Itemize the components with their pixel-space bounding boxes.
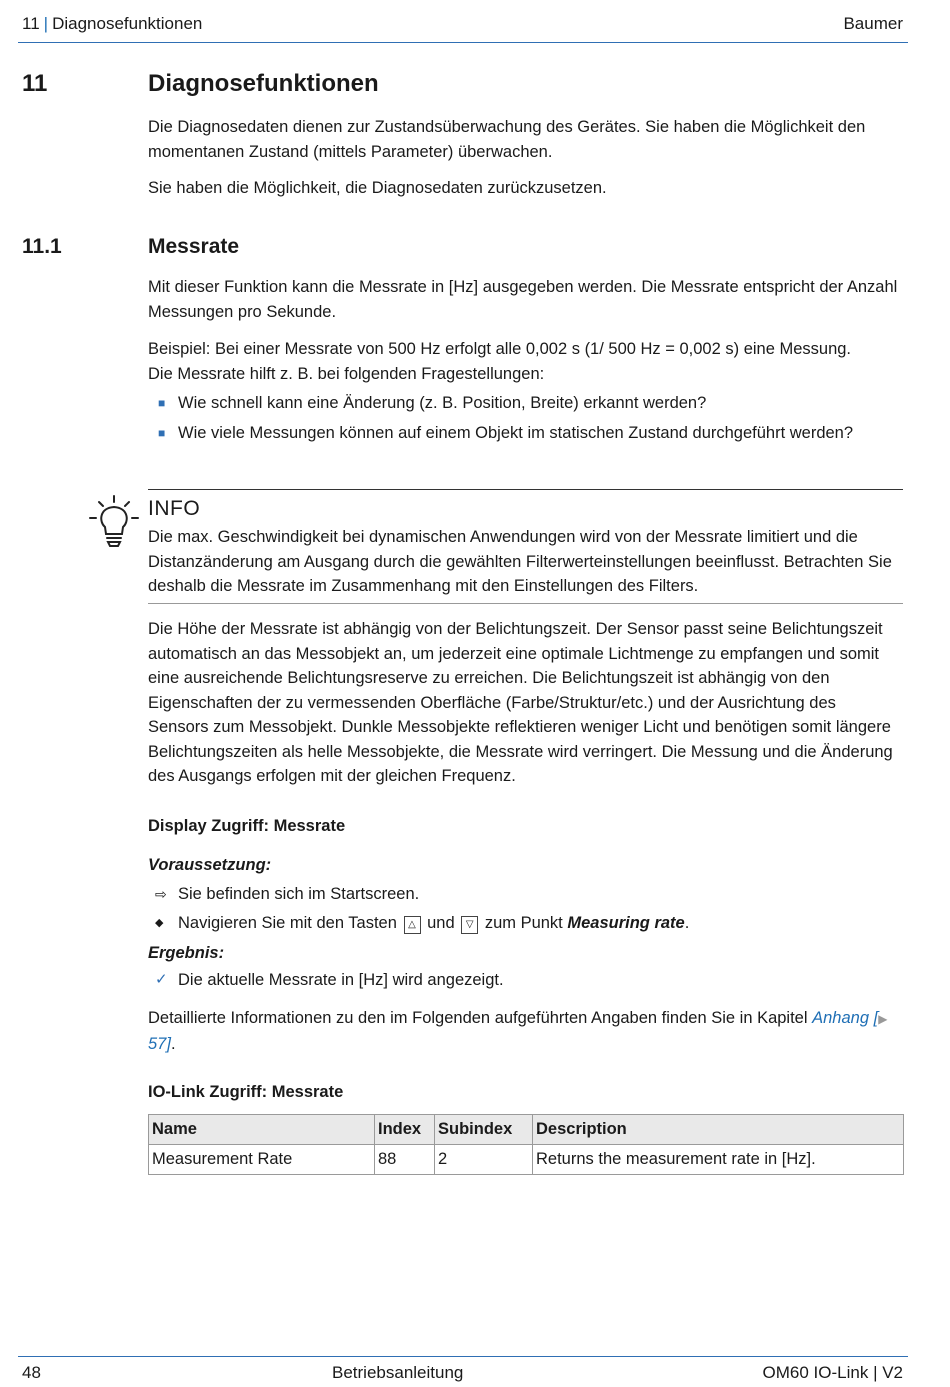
- info-text: Die max. Geschwindigkeit bei dynamischen Anwendungen wird von der Messrate limitiert und die Distanzänderung am Ausgang durch die gewählten Filterwerteinstellungen beeinflusst. Betrachten Sie deshalb die Messrate im Zusammenhang mit den Einstellungen des Filters.: [148, 528, 892, 595]
- cell-subindex: 2: [435, 1145, 533, 1175]
- header-chapter: [22, 14, 202, 34]
- display-access-heading: Display Zugriff: Messrate: [148, 817, 346, 835]
- info-top-rule: [148, 489, 903, 490]
- footer-rule: [18, 1356, 908, 1357]
- subsection-paragraph-2: Beispiel: Bei einer Messrate von 500 Hz erfolgt alle 0,002 s (1/ 500 Hz = 0,002 s) eine Messung. Die Messrate hilft z. B. bei folgenden Fragestellungen:: [148, 340, 852, 383]
- subsection-number: 11.1: [22, 235, 62, 258]
- header-chapter-title: Diagnosefunktionen: [52, 14, 203, 33]
- detail-paragraph: [148, 1006, 893, 1056]
- instruction-and: und: [427, 914, 455, 932]
- section-number: 11: [22, 70, 48, 97]
- instruction-post: zum Punkt: [484, 914, 563, 932]
- body-paragraph: Die Höhe der Messrate ist abhängig von der Belichtungszeit. Der Sensor passt seine Belichtungszeit automatisch an das Messobjekt an, um jederzeit eine optimale Lichtmenge zu empfangen und somit eine ausreichende Belichtungsreserve zu erreichen. Die Belichtungszeit ist abhängig von den Eigenschaften der zu vermessenden Oberfläche (Farbe/Struktur/etc.) und der Ausrichtung des Sensors zum Messobjekt. Dunkle Messobjekte reflektieren weniger Licht und benötigen somit längere Belichtungszeiten als helle Messobjekte, die Messrate wird verringert. Die Messung und die Änderung des Ausgangs erfolgen mit der gleichen Frequenz.: [148, 620, 893, 785]
- down-key-icon: ▽: [461, 916, 478, 934]
- prerequisite-item: [155, 882, 903, 907]
- prerequisite-label: Voraussetzung:: [148, 856, 272, 874]
- column-header-subindex: Subindex: [435, 1115, 533, 1145]
- square-bullet-icon: ■: [158, 426, 166, 440]
- result-item: [155, 968, 903, 993]
- list-item: [158, 391, 903, 416]
- header-chapter-num: 11: [22, 14, 40, 33]
- page-arrow-icon: ▶: [878, 1012, 888, 1026]
- footer-page-number: 48: [22, 1363, 41, 1382]
- list-item: [158, 421, 878, 446]
- instruction-text: [178, 911, 689, 936]
- header-separator: |: [43, 14, 49, 33]
- prerequisite-text: Sie befinden sich im Startscreen.: [178, 885, 420, 903]
- lightbulb-icon: [88, 494, 140, 553]
- cell-description: Returns the measurement rate in [Hz].: [533, 1145, 904, 1175]
- header-brand: Baumer: [843, 14, 903, 33]
- instruction-step: [155, 911, 903, 936]
- arrow-right-icon: ⇨: [155, 886, 167, 902]
- column-header-description: Description: [533, 1115, 904, 1145]
- appendix-link-label: Anhang [: [812, 1009, 879, 1027]
- section-title: Diagnosefunktionen: [148, 70, 379, 97]
- column-header-index: Index: [375, 1115, 435, 1145]
- cell-name: Measurement Rate: [149, 1145, 375, 1175]
- detail-end: .: [170, 1034, 176, 1053]
- table-row: [149, 1145, 904, 1175]
- instruction-end: .: [684, 914, 690, 932]
- iolink-heading: IO-Link Zugriff: Messrate: [148, 1083, 344, 1101]
- footer-doc-type: Betriebsanleitung: [332, 1363, 464, 1382]
- result-text: Die aktuelle Messrate in [Hz] wird angezeigt.: [178, 971, 504, 989]
- square-bullet-icon: ■: [158, 396, 166, 410]
- subsection-paragraph-1: Mit dieser Funktion kann die Messrate in [Hz] ausgegeben werden. Die Messrate entspricht der Anzahl Messungen pro Sekunde.: [148, 278, 898, 321]
- header-rule: [18, 42, 908, 43]
- menu-target: Measuring rate: [567, 914, 685, 932]
- list-item-text: Wie schnell kann eine Änderung (z. B. Position, Breite) erkannt werden?: [178, 394, 707, 412]
- subsection-title: Messrate: [148, 235, 240, 258]
- instruction-pre: Navigieren Sie mit den Tasten: [178, 914, 397, 932]
- result-label: Ergebnis:: [148, 944, 225, 962]
- info-title: INFO: [148, 497, 201, 520]
- table-header-row: [149, 1115, 904, 1145]
- detail-text: Detaillierte Informationen zu den im Folgenden aufgeführten Angaben finden Sie in Kapitel: [148, 1009, 808, 1027]
- section-paragraph-2: Sie haben die Möglichkeit, die Diagnosedaten zurückzusetzen.: [148, 179, 607, 197]
- iolink-table: [148, 1114, 904, 1175]
- list-item-text: Wie viele Messungen können auf einem Objekt im statischen Zustand durchgeführt werden?: [178, 424, 854, 442]
- cell-index: 88: [375, 1145, 435, 1175]
- diamond-bullet-icon: ◆: [155, 917, 164, 929]
- appendix-link-page: 57]: [148, 1034, 171, 1053]
- up-key-icon: △: [404, 916, 421, 934]
- footer-doc-id: OM60 IO-Link | V2: [762, 1363, 903, 1382]
- column-header-name: Name: [149, 1115, 375, 1145]
- checkmark-icon: ✓: [155, 971, 168, 988]
- section-paragraph-1: Die Diagnosedaten dienen zur Zustandsüberwachung des Gerätes. Sie haben die Möglichkeit den momentanen Zustand (mittels Parameter) überwachen.: [148, 118, 866, 161]
- info-bottom-rule: [148, 603, 903, 604]
